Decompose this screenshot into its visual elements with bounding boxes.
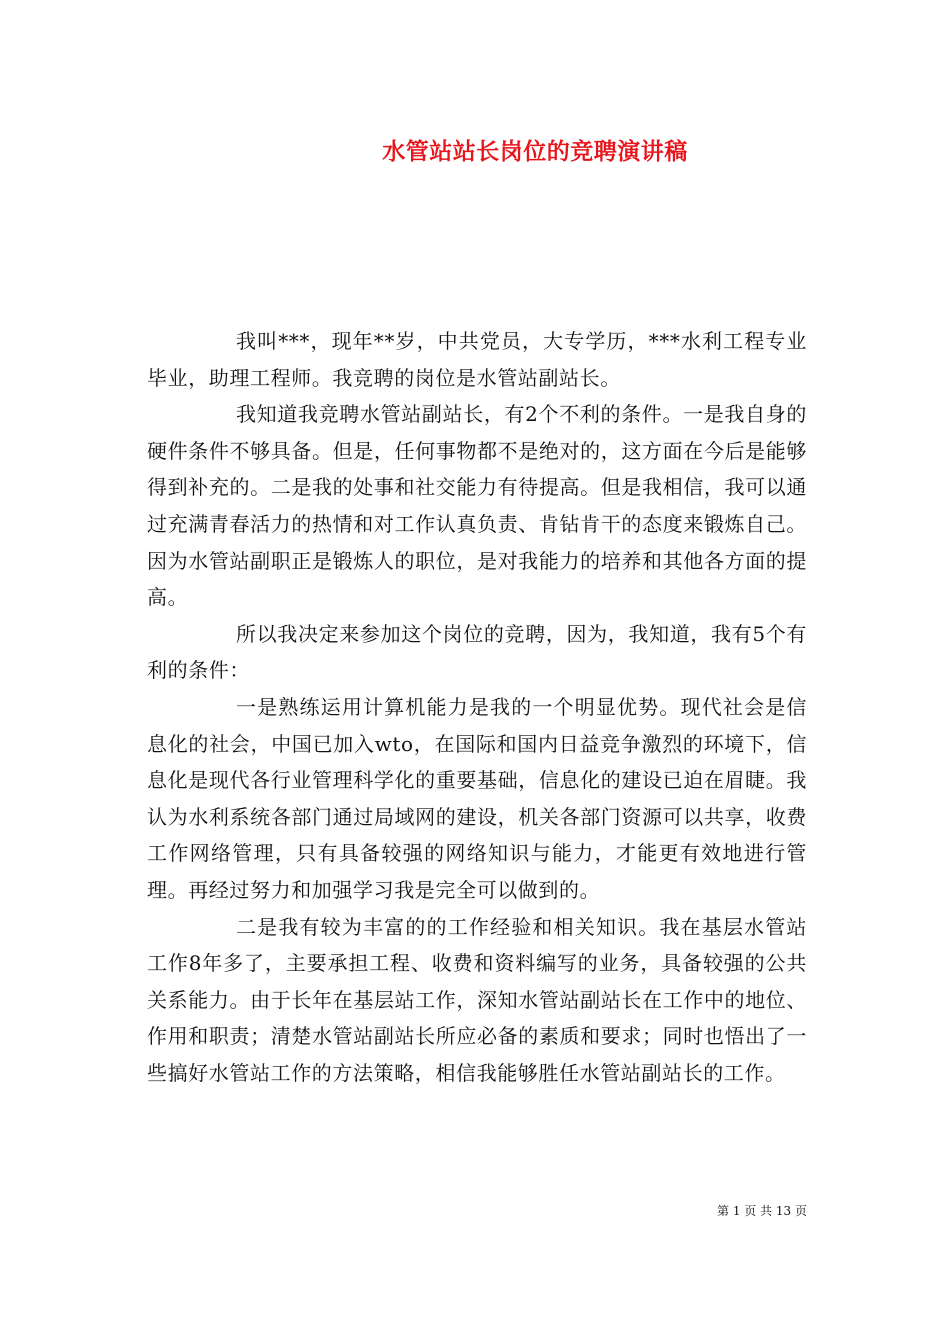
page-number-footer: 第 1 页 共 13 页 [717,1204,807,1218]
paragraph-intro: 我叫***，现年**岁，中共党员，大专学历，***水利工程专业毕业，助理工程师。我竞聘的岗位是水管站副站长。 [147,329,807,390]
paragraph-advantage-2: 二是我有较为丰富的的工作经验和相关知识。我在基层水管站工作8年多了，主要承担工程、收费和资料编写的业务，具备较强的公共关系能力。由于长年在基层站工作，深知水管站副站长在工作中的地位、作用和职责；清楚水管站副站长所应必备的素质和要求；同时也悟出了一些搞好水管站工作的方法策略，相信我能够胜任水管站副站长的工作。 [147,914,807,1085]
document-body [147,323,807,1091]
paragraph-advantage-1: 一是熟练运用计算机能力是我的一个明显优势。现代社会是信息化的社会，中国已加入wto，在国际和国内日益竞争激烈的环境下，信息化是现代各行业管理科学化的重要基础，信息化的建设已迫在眉睫。我认为水利系统各部门通过局域网的建设，机关各部门资源可以共享，收费工作网络管理，只有具备较强的网络知识与能力，才能更有效地进行管理。再经过努力和加强学习我是完全可以做到的。 [147,694,807,902]
paragraph-disadvantages: 我知道我竞聘水管站副站长，有2个不利的条件。一是我自身的硬件条件不够具备。但是，任何事物都不是绝对的，这方面在今后是能够得到补充的。二是我的处事和社交能力有待提高。但是我相信，我可以通过充满青春活力的热情和对工作认真负责、肯钻肯干的态度来锻炼自己。因为水管站副职正是锻炼人的职位，是对我能力的培养和其他各方面的提高。 [147,402,807,610]
paragraph-advantages-intro: 所以我决定来参加这个岗位的竞聘，因为，我知道，我有5个有利的条件： [147,621,807,683]
page-title: 水管站站长岗位的竞聘演讲稿 [382,138,688,165]
